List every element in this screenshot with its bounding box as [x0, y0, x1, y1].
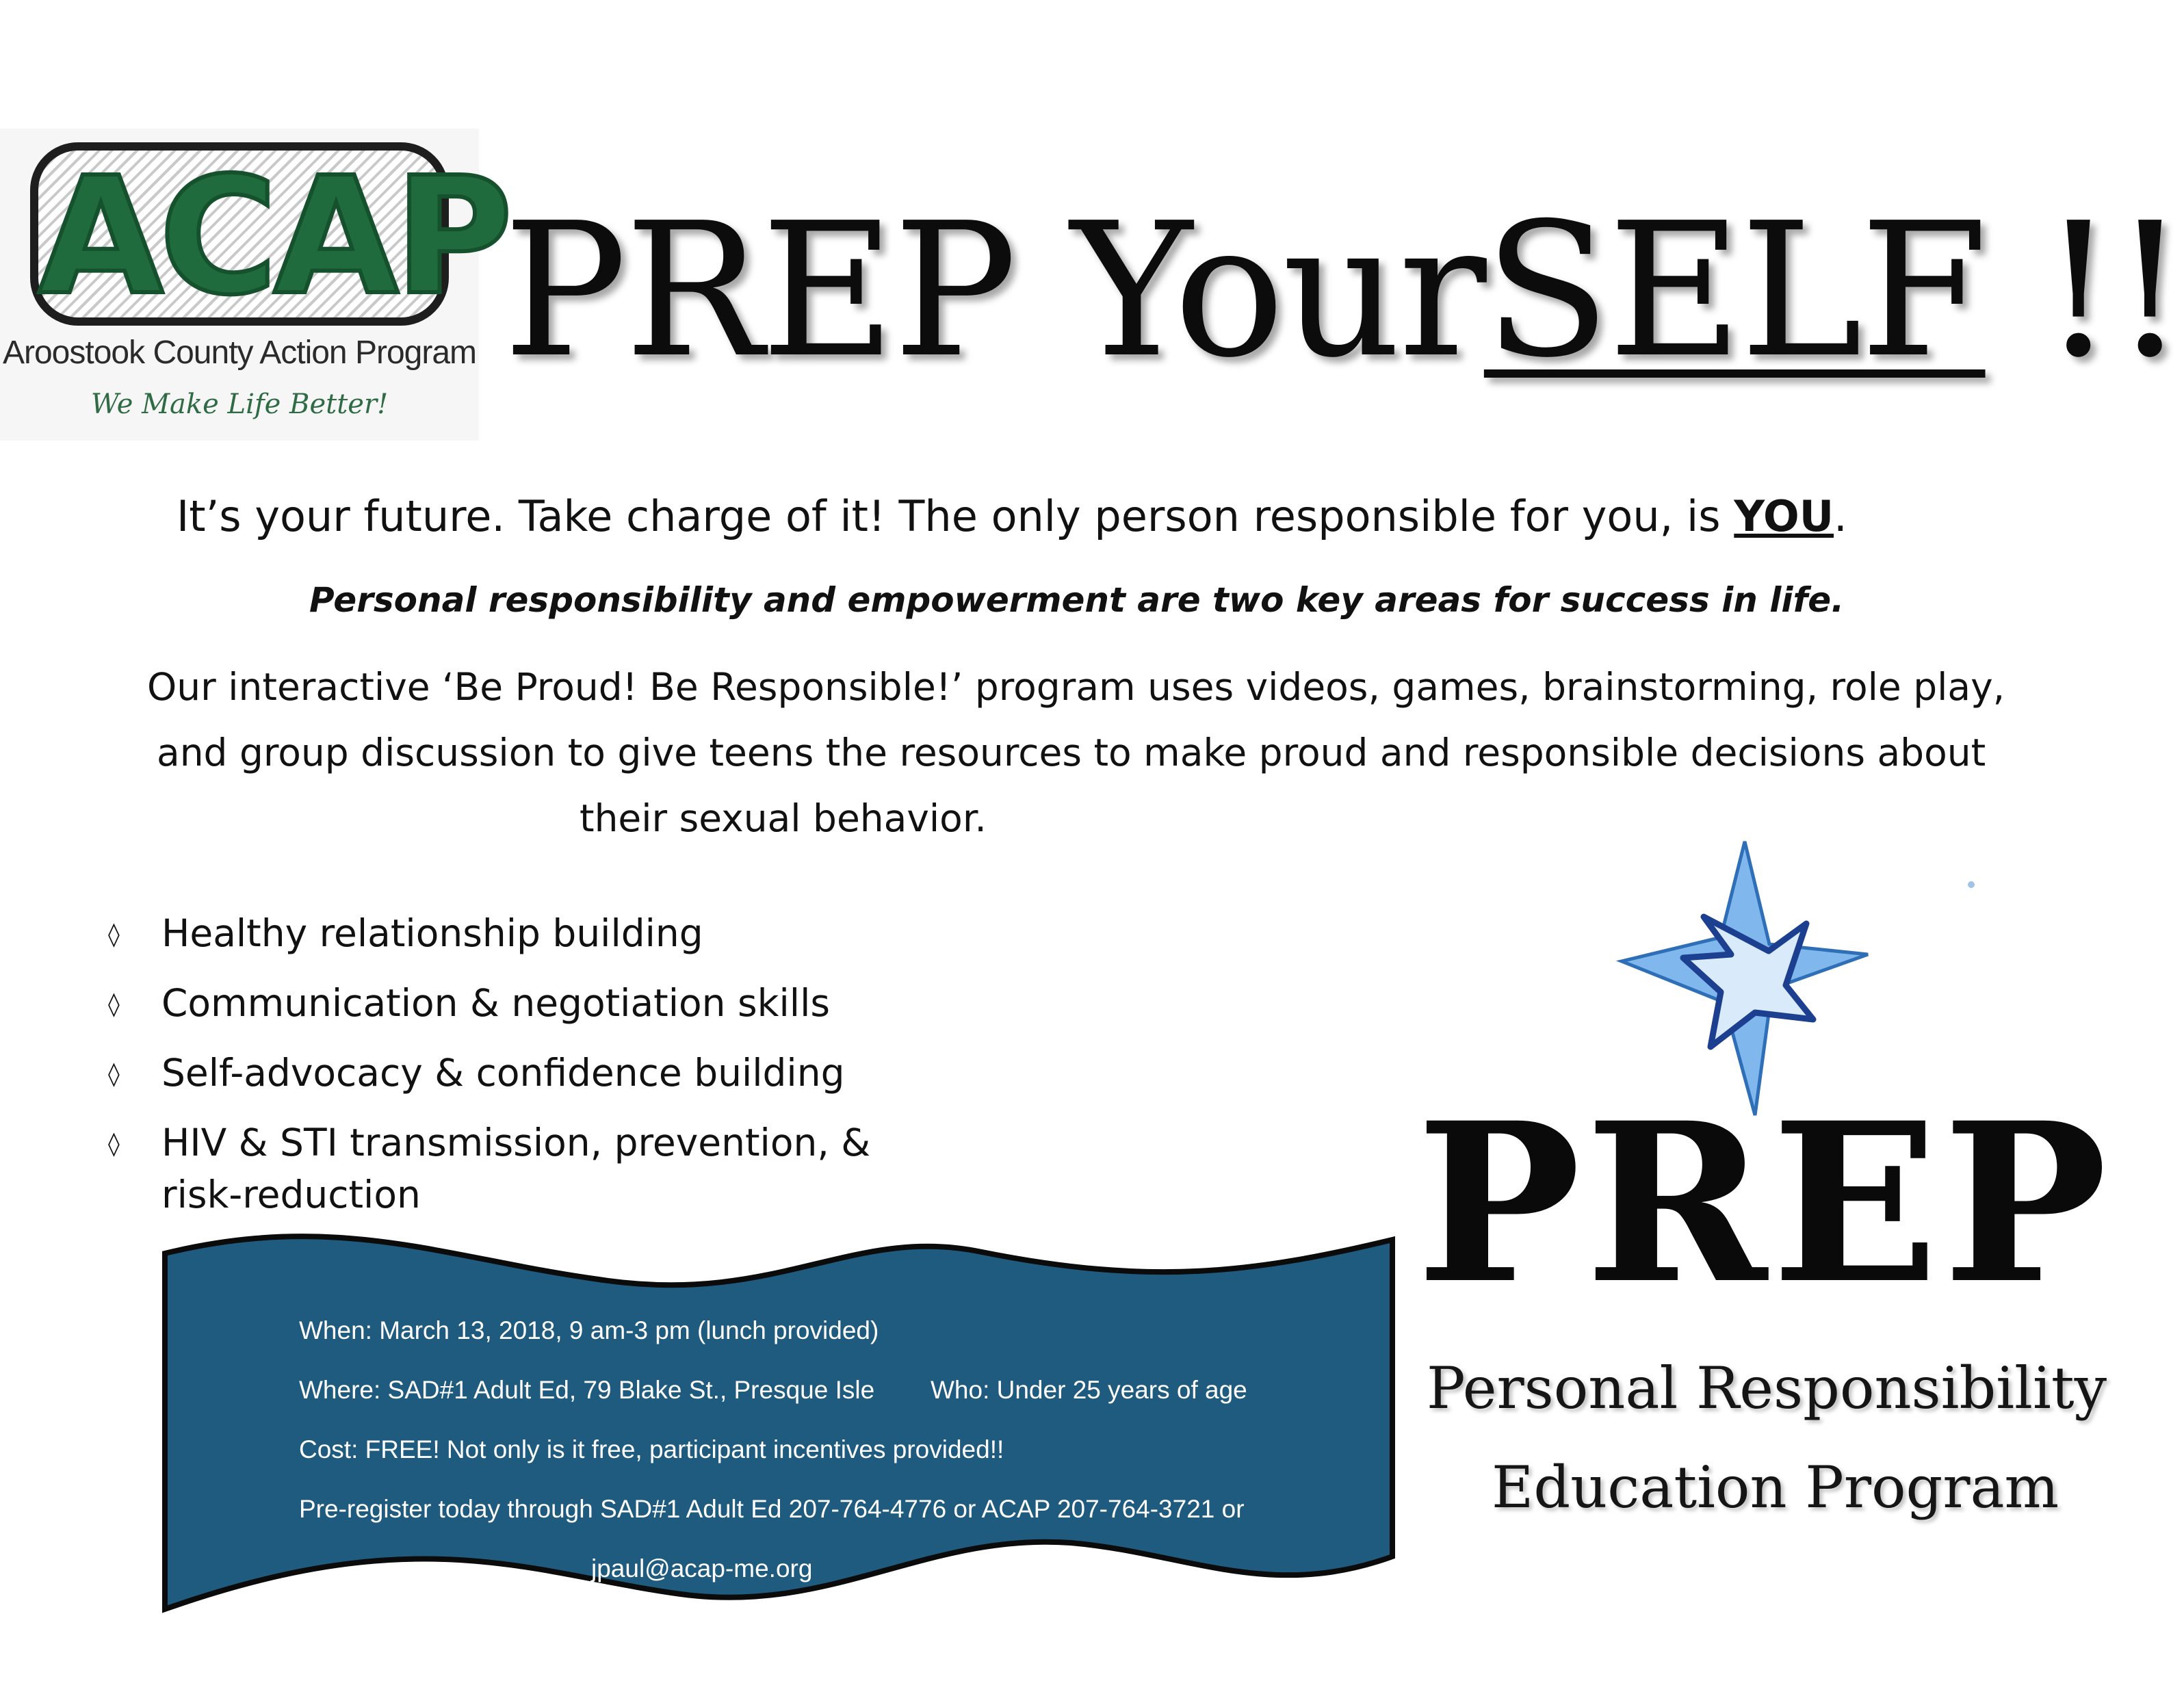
decorative-dot [1968, 881, 1975, 888]
acap-logo-letters: ACAP [38, 142, 509, 330]
acap-logo [0, 129, 509, 441]
contact-email: jpaul@acap-me.org [591, 1554, 813, 1582]
page-title [503, 183, 2184, 398]
intro-end: . [1834, 491, 1847, 541]
intro-emphasis: YOU [1734, 491, 1834, 541]
prep-logo-name-line-2: Education Program [1492, 1454, 2059, 1521]
diamond-bullet-icon: ◊ [108, 1130, 120, 1158]
title-part-exclaim: !! [1985, 183, 2184, 398]
prep-logo-name-line-1: Personal Responsibility [1427, 1355, 2107, 1422]
event-preregister: Pre-register today through SAD#1 Adult Ed 207-764-4776 or ACAP 207-764-3721 or [299, 1495, 1245, 1523]
list-item-label: Communication & negotiation skills [161, 981, 831, 1025]
prep-letter: P [1416, 1076, 1581, 1332]
intro-line [177, 491, 1847, 541]
acap-badge [30, 142, 509, 330]
list-item [108, 911, 703, 955]
description-line: their sexual behavior. [580, 796, 987, 840]
title-part-prep-your: PREP Your [503, 183, 1484, 398]
list-item-label: HIV & STI transmission, prevention, & [161, 1121, 871, 1164]
acap-logo-name: Aroostook County Action Program [2, 335, 477, 371]
list-item-continuation: risk-reduction [161, 1173, 421, 1216]
list-item [108, 1051, 845, 1095]
prep-letter: E [1771, 1076, 1939, 1332]
list-item [108, 981, 831, 1025]
tagline: Personal responsibility and empowerment are two key areas for success in life. [309, 580, 1845, 620]
event-who: Who: Under 25 years of age [931, 1376, 1247, 1404]
intro-text: It’s your future. Take charge of it! The only person responsible for you, is [177, 491, 1734, 541]
prep-letter: P [1942, 1076, 2107, 1332]
prep-letter: R [1585, 1076, 1767, 1332]
diamond-bullet-icon: ◊ [108, 1060, 120, 1088]
prep-logo-letters [1416, 1076, 2107, 1332]
event-cost: Cost: FREE! Not only is it free, participant incentives provided!! [299, 1435, 1004, 1463]
star-icon [1601, 842, 1888, 1115]
event-where: Where: SAD#1 Adult Ed, 79 Blake St., Presque Isle [299, 1376, 875, 1404]
title-part-self: SELF [1483, 183, 1986, 398]
event-when: When: March 13, 2018, 9 am-3 pm (lunch provided) [299, 1316, 879, 1344]
description-line: and group discussion to give teens the resources to make proud and responsible decisions about [157, 731, 1986, 774]
list-item-label: Self-advocacy & confidence building [161, 1051, 845, 1095]
acap-logo-tagline: We Make Life Better! [90, 389, 389, 420]
list-item-label: Healthy relationship building [161, 911, 703, 955]
diamond-bullet-icon: ◊ [108, 991, 120, 1018]
description-line: Our interactive ‘Be Proud! Be Responsible!’ program uses videos, games, brainstorming, role play, [147, 665, 2005, 709]
list-item [108, 1121, 871, 1164]
diamond-bullet-icon: ◊ [108, 921, 120, 948]
